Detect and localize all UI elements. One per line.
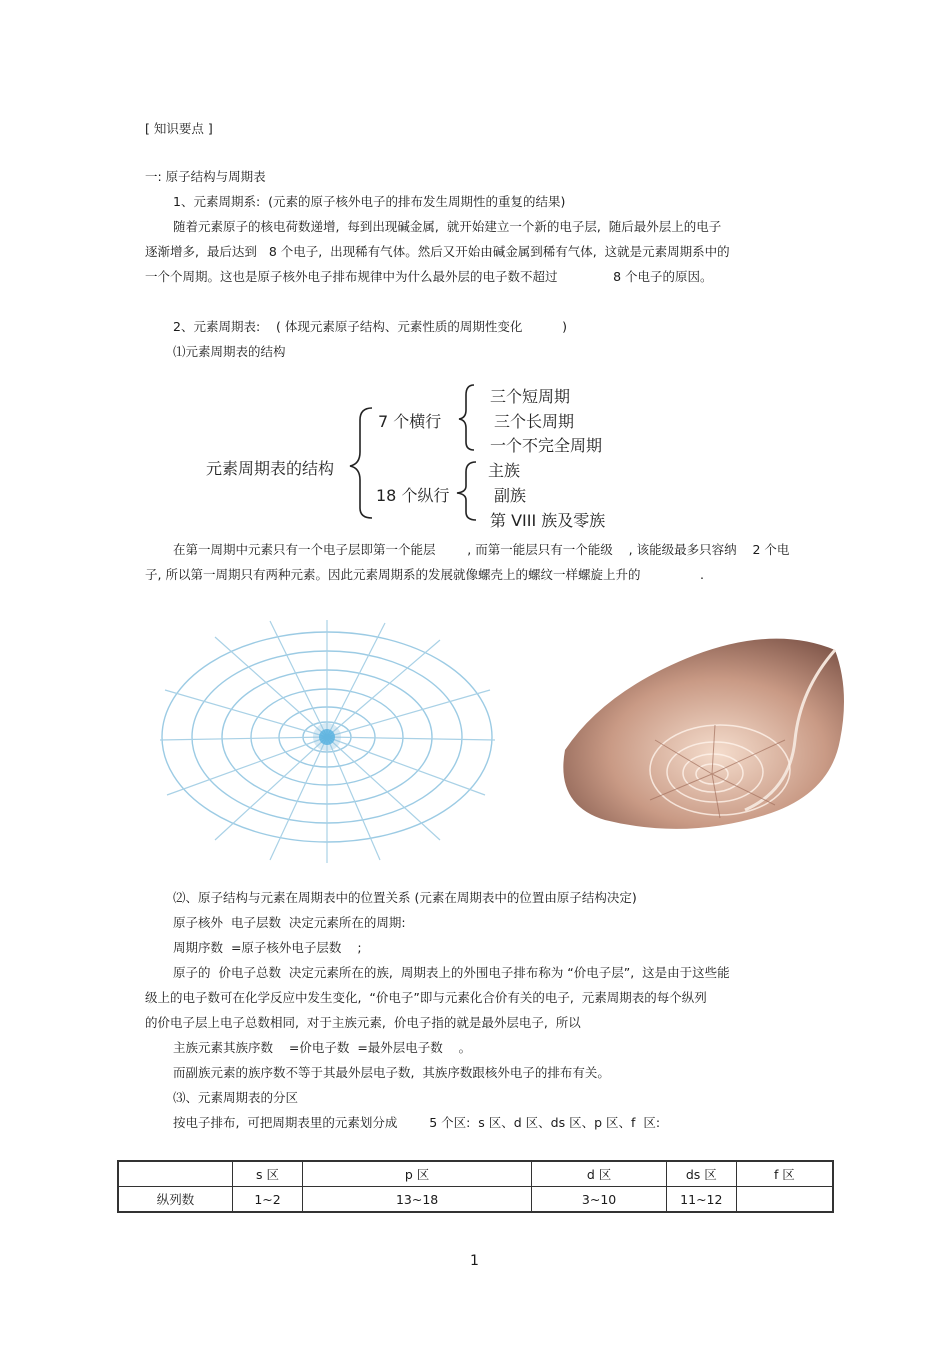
section3-title: ⑶、元素周期表的分区 (173, 1090, 299, 1105)
diagram-short-periods: 三个短周期 (490, 387, 571, 406)
diagram-root: 元素周期表的结构 (206, 459, 335, 478)
table-row-label: 纵列数 (118, 1187, 233, 1213)
para1-line3: 一个个周期。这也是原子核外电子排布规律中为什么最外层的电子数不超过 8 个电子的原因。 (145, 269, 713, 284)
block-zone-table (117, 1160, 834, 1213)
para2-line1: 在第一周期中元素只有一个电子层即第一个能层 , 而第一能层只有一个能级 , 该能级最多只容纳 2 个电 (173, 542, 790, 557)
diagram-long-periods: 三个长周期 (494, 412, 575, 431)
diagram-sub-group: 副族 (494, 486, 527, 505)
item1-title: 1、元素周期系: (元素的原子核外电子的排布发生周期性的重复的结果) (173, 194, 566, 209)
table-header-cell: ds 区 (666, 1161, 736, 1187)
diagram-branch-rows: 7 个横行 (378, 412, 442, 431)
section2-line3: 原子的 价电子总数 决定元素所在的族, 周期表上的外围电子排布称为 “价电子层”, 这是由于这些能 (173, 965, 730, 980)
para1-line2: 逐渐增多, 最后达到 8 个电子, 出现稀有气体。然后又开始由碱金属到稀有气体, 这就是元素周期系中的 (145, 244, 730, 259)
section2-line5: 的价电子层上电子总数相同, 对于主族元素, 价电子指的就是最外层电子, 所以 (145, 1015, 581, 1030)
table-cell: 3~10 (532, 1187, 667, 1213)
table-cell (736, 1187, 833, 1213)
diagram-branch-columns: 18 个纵行 (376, 486, 450, 505)
table-header-cell: s 区 (233, 1161, 303, 1187)
spiral-periodic-table-image (155, 615, 500, 865)
table-cell: 13~18 (302, 1187, 531, 1213)
table-cell: 1~2 (233, 1187, 303, 1213)
diagram-group-viii-zero: 第 VIII 族及零族 (490, 511, 606, 530)
section3-line1: 按电子排布, 可把周期表里的元素划分成 5 个区: s 区、d 区、ds 区、p 区、f 区: (173, 1115, 661, 1130)
table-row (118, 1187, 833, 1213)
section2-line2: 周期序数 =原子核外电子层数 ; (173, 940, 362, 955)
section2-title: ⑵、原子结构与元素在周期表中的位置关系 (元素在周期表中的位置由原子结构决定) (173, 890, 637, 905)
para1-line1: 随着元素原子的核电荷数递增, 每到出现碱金属, 就开始建立一个新的电子层, 随后最外层上的电子 (173, 219, 722, 234)
table-cell: 11~12 (666, 1187, 736, 1213)
diagram-braces (0, 0, 950, 540)
diagram-main-group: 主族 (488, 461, 521, 480)
knowledge-points-heading: [ 知识要点 ] (145, 121, 213, 136)
table-header-cell: p 区 (302, 1161, 531, 1187)
table-header-row (118, 1161, 833, 1187)
table-header-cell: d 区 (532, 1161, 667, 1187)
diagram-incomplete-period: 一个不完全周期 (490, 436, 603, 455)
section2-line1: 原子核外 电子层数 决定元素所在的周期: (173, 915, 406, 930)
section2-line4: 级上的电子数可在化学反应中发生变化, “价电子”即与元素化合价有关的电子, 元素周期表的每个纵列 (145, 990, 707, 1005)
table-header-cell (118, 1161, 233, 1187)
page-number: 1 (470, 1253, 479, 1269)
section2-line6: 主族元素其族序数 =价电子数 =最外层电子数 。 (173, 1040, 472, 1055)
section1-title: 一: 原子结构与周期表 (145, 169, 266, 184)
sub1-title: ⑴元素周期表的结构 (173, 344, 286, 359)
section2-line7: 而副族元素的族序数不等于其最外层电子数, 其族序数跟核外电子的排布有关。 (173, 1065, 610, 1080)
table-header-cell: f 区 (736, 1161, 833, 1187)
para2-line2: 子, 所以第一周期只有两种元素。因此元素周期系的发展就像螺壳上的螺纹一样螺旋上升的 . (145, 567, 705, 582)
nautilus-shell-image (545, 630, 855, 840)
item2-title: 2、元素周期表: ( 体现元素原子结构、元素性质的周期性变化 ) (173, 319, 568, 334)
